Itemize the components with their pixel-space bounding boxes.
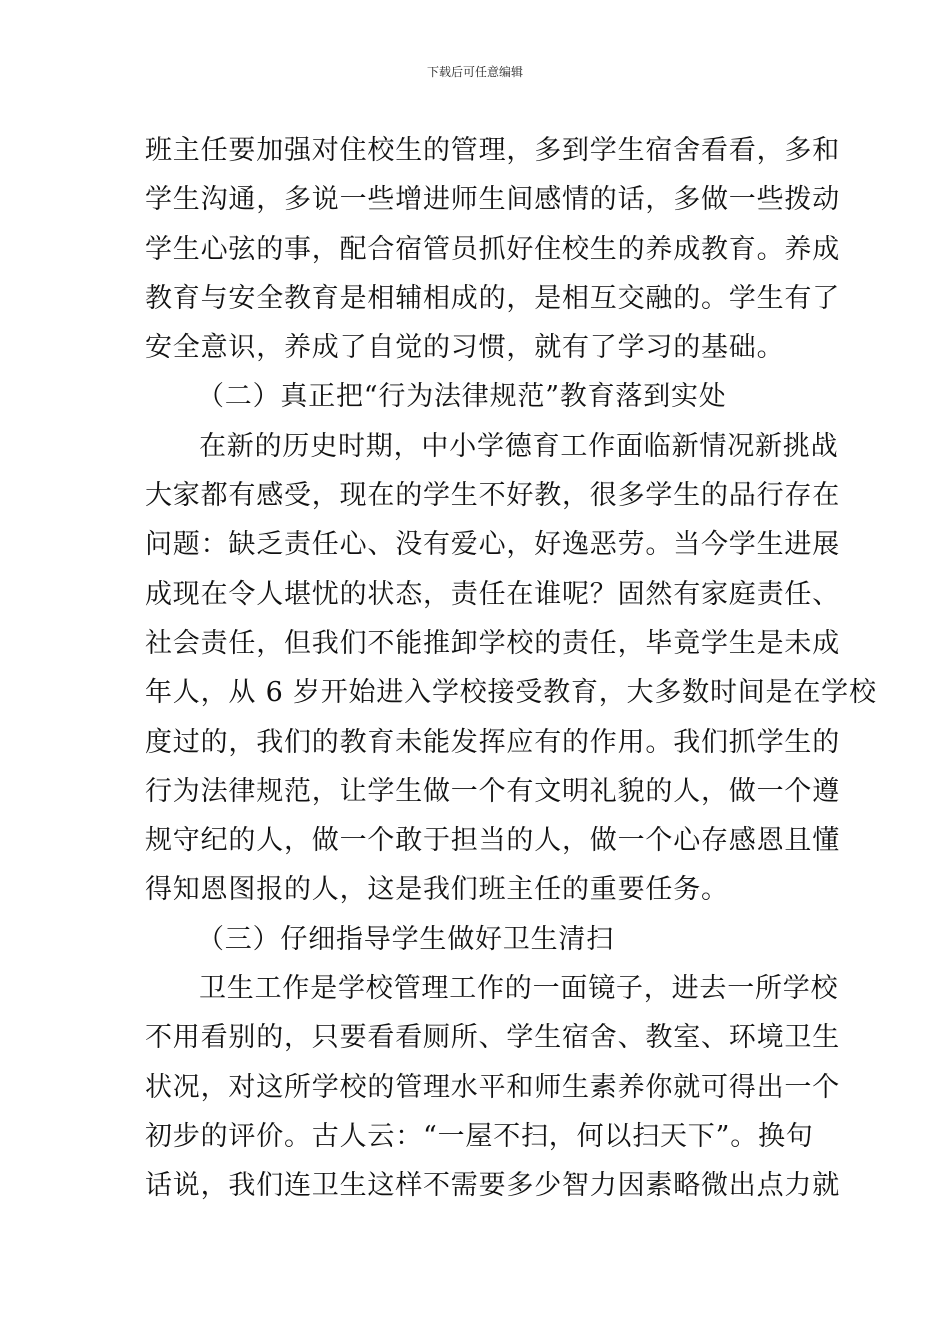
paragraph-line: 班主任要加强对住校生的管理，多到学生宿舍看看，多和 — [145, 135, 840, 166]
paragraph-line: 学生心弦的事，配合宿管员抓好住校生的养成教育。养成 — [145, 233, 840, 265]
paragraph-line: 成现在令人堪忧的状态，责任在谁呢？固然有家庭责任、 — [145, 578, 840, 610]
document-body — [145, 126, 877, 1211]
paragraph-line: 行为法律规范，让学生做一个有文明礼貌的人，做一个遵 — [145, 775, 840, 807]
paragraph-line: 话说，我们连卫生这样不需要多少智力因素略微出点力就 — [145, 1170, 840, 1202]
paragraph-line: 在新的历史时期，中小学德育工作面临新情况新挑战 — [199, 430, 839, 462]
paragraph-line: 大家都有感受，现在的学生不好教，很多学生的品行存在 — [145, 480, 840, 512]
paragraph-line: 状况，对这所学校的管理水平和师生素养你就可得出一个 — [145, 1071, 840, 1103]
paragraph-line: 初步的评价。古人云：“一屋不扫，何以扫天下”。换句 — [145, 1120, 814, 1152]
paragraph-line: 度过的，我们的教育未能发挥应有的作用。我们抓学生的 — [145, 726, 840, 758]
paragraph-line: 不用看别的，只要看看厕所、学生宿舍、教室、环境卫生 — [145, 1022, 840, 1054]
paragraph-line: 得知恩图报的人，这是我们班主任的重要任务。 — [145, 874, 729, 906]
paragraph-line: 安全意识，养成了自觉的习惯，就有了学习的基础。 — [145, 332, 785, 364]
paragraph-line: 规守纪的人，做一个敢于担当的人，做一个心存感恩且懂 — [145, 825, 840, 857]
page-header: 下载后可任意编辑 — [426, 65, 523, 79]
section-heading: （二）真正把“行为法律规范”教育落到实处 — [197, 381, 727, 413]
paragraph-line: 卫生工作是学校管理工作的一面镜子，进去一所学校 — [199, 973, 839, 1005]
paragraph-line: 学生沟通，多说一些增进师生间感情的话，多做一些拨动 — [145, 184, 840, 216]
paragraph-line: 教育与安全教育是相辅相成的，是相互交融的。学生有了 — [145, 282, 840, 314]
paragraph-line: 问题：缺乏责任心、没有爱心，好逸恶劳。当今学生进展 — [145, 529, 840, 561]
paragraph-line: 社会责任，但我们不能推卸学校的责任，毕竟学生是未成 — [145, 627, 840, 659]
section-heading: （三）仔细指导学生做好卫生清扫 — [197, 923, 614, 955]
paragraph-line: 年人，从 6 岁开始进入学校接受教育，大多数时间是在学校 — [145, 677, 877, 709]
